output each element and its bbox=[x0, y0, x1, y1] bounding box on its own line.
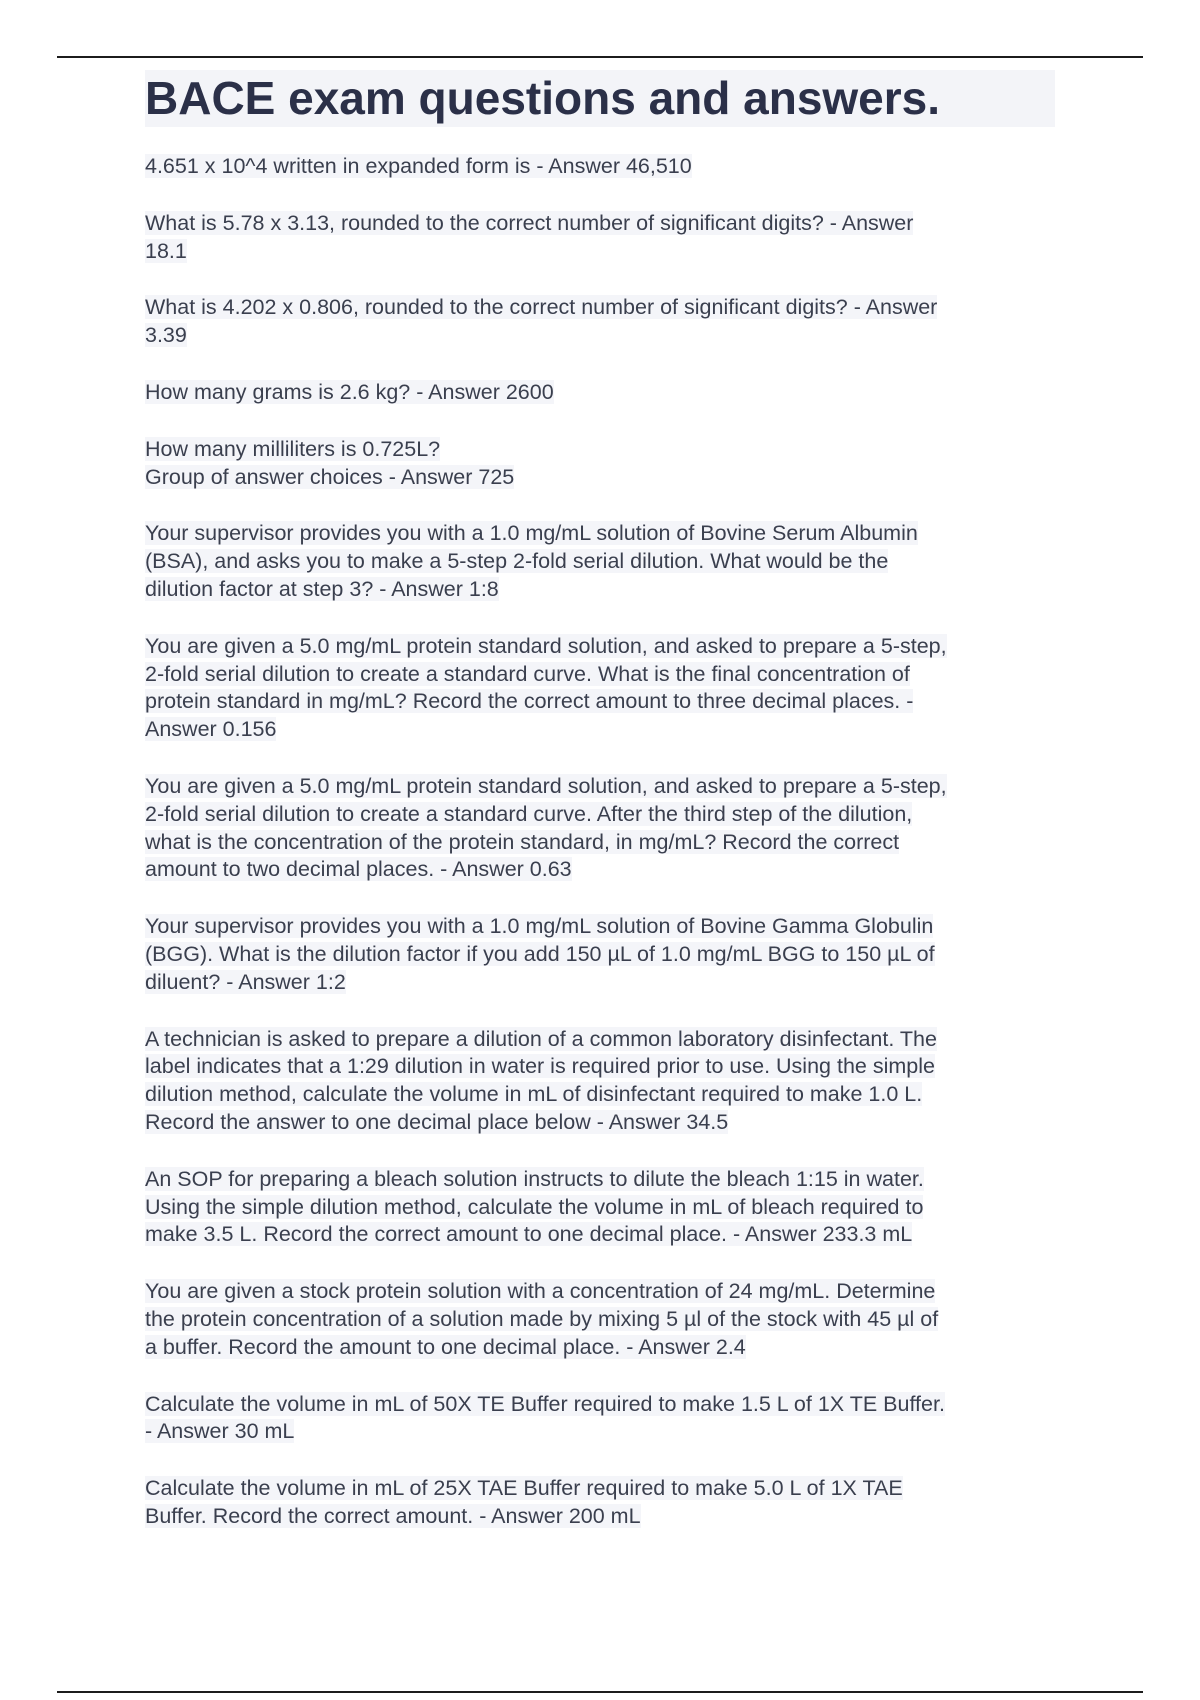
qa-text: What is 5.78 x 3.13, rounded to the correct number of significant digits? - Answer 18.1 bbox=[145, 210, 914, 263]
qa-item bbox=[145, 1475, 1055, 1531]
qa-text: Your supervisor provides you with a 1.0 mg/mL solution of Bovine Gamma Globulin (BGG). What is the dilution factor if you add 150 µL of 1.0 mg/mL BGG to 150 µL of diluent? - Answer 1:2 bbox=[145, 914, 935, 994]
qa-item bbox=[145, 153, 1055, 181]
qa-item bbox=[145, 436, 1055, 492]
qa-item bbox=[145, 1278, 1055, 1361]
qa-text: A technician is asked to prepare a dilution of a common laboratory disinfectant. The label indicates that a 1:29 dilution in water is required prior to use. Using the simple dilution method, calculate the volume in mL of disinfectant required to make 1.0 L. Record the answer to one decimal place below - Answer 34.5 bbox=[145, 1026, 937, 1134]
qa-item bbox=[145, 379, 1055, 407]
document-title: BACE exam questions and answers. bbox=[145, 70, 1055, 127]
qa-item bbox=[145, 1166, 1055, 1249]
qa-text: Your supervisor provides you with a 1.0 mg/mL solution of Bovine Serum Albumin (BSA), and asks you to make a 5-step 2-fold serial dilution. What would be the dilution factor at step 3? - Answer 1:8 bbox=[145, 521, 918, 601]
qa-text: How many milliliters is 0.725L? Group of answer choices - Answer 725 bbox=[145, 436, 515, 489]
qa-text: Calculate the volume in mL of 50X TE Buffer required to make 1.5 L of 1X TE Buffer. - Answer 30 mL bbox=[145, 1391, 945, 1444]
top-rule bbox=[57, 56, 1143, 58]
bottom-rule bbox=[57, 1691, 1143, 1693]
qa-text: What is 4.202 x 0.806, rounded to the correct number of significant digits? - Answer 3.39 bbox=[145, 295, 938, 348]
qa-text: You are given a 5.0 mg/mL protein standard solution, and asked to prepare a 5-step, 2-fold serial dilution to create a standard curve. What is the final concentration of protein standard in mg/mL? Record the correct amount to three decimal places. - Answer 0.156 bbox=[145, 633, 947, 742]
qa-item bbox=[145, 1026, 1055, 1137]
qa-item bbox=[145, 520, 1055, 603]
qa-item bbox=[145, 913, 1055, 996]
qa-text: How many grams is 2.6 kg? - Answer 2600 bbox=[145, 379, 554, 404]
qa-item bbox=[145, 1391, 1055, 1447]
qa-text: An SOP for preparing a bleach solution instructs to dilute the bleach 1:15 in water. Using the simple dilution method, calculate the volume in mL of bleach required to make 3.5 L. Record the correct amount to one decimal place. - Answer 233.3 mL bbox=[145, 1166, 924, 1247]
qa-item bbox=[145, 633, 1055, 744]
qa-text: You are given a stock protein solution with a concentration of 24 mg/mL. Determine the protein concentration of a solution made by mixing 5 µl of the stock with 45 µl of a buffer. Record the amount to one decimal place. - Answer 2.4 bbox=[145, 1279, 939, 1359]
qa-item bbox=[145, 294, 1055, 350]
qa-item bbox=[145, 773, 1055, 884]
qa-text: You are given a 5.0 mg/mL protein standard solution, and asked to prepare a 5-step, 2-fold serial dilution to create a standard curve. After the third step of the dilution, what is the concentration of the protein standard, in mg/mL? Record the correct amount to two decimal places. - Answer 0.63 bbox=[145, 773, 947, 882]
qa-text: Calculate the volume in mL of 25X TAE Buffer required to make 5.0 L of 1X TAE Buffer. Record the correct amount. - Answer 200 mL bbox=[145, 1476, 903, 1528]
qa-item bbox=[145, 210, 1055, 266]
document-body bbox=[145, 70, 1055, 1560]
qa-text: 4.651 x 10^4 written in expanded form is - Answer 46,510 bbox=[145, 154, 692, 178]
